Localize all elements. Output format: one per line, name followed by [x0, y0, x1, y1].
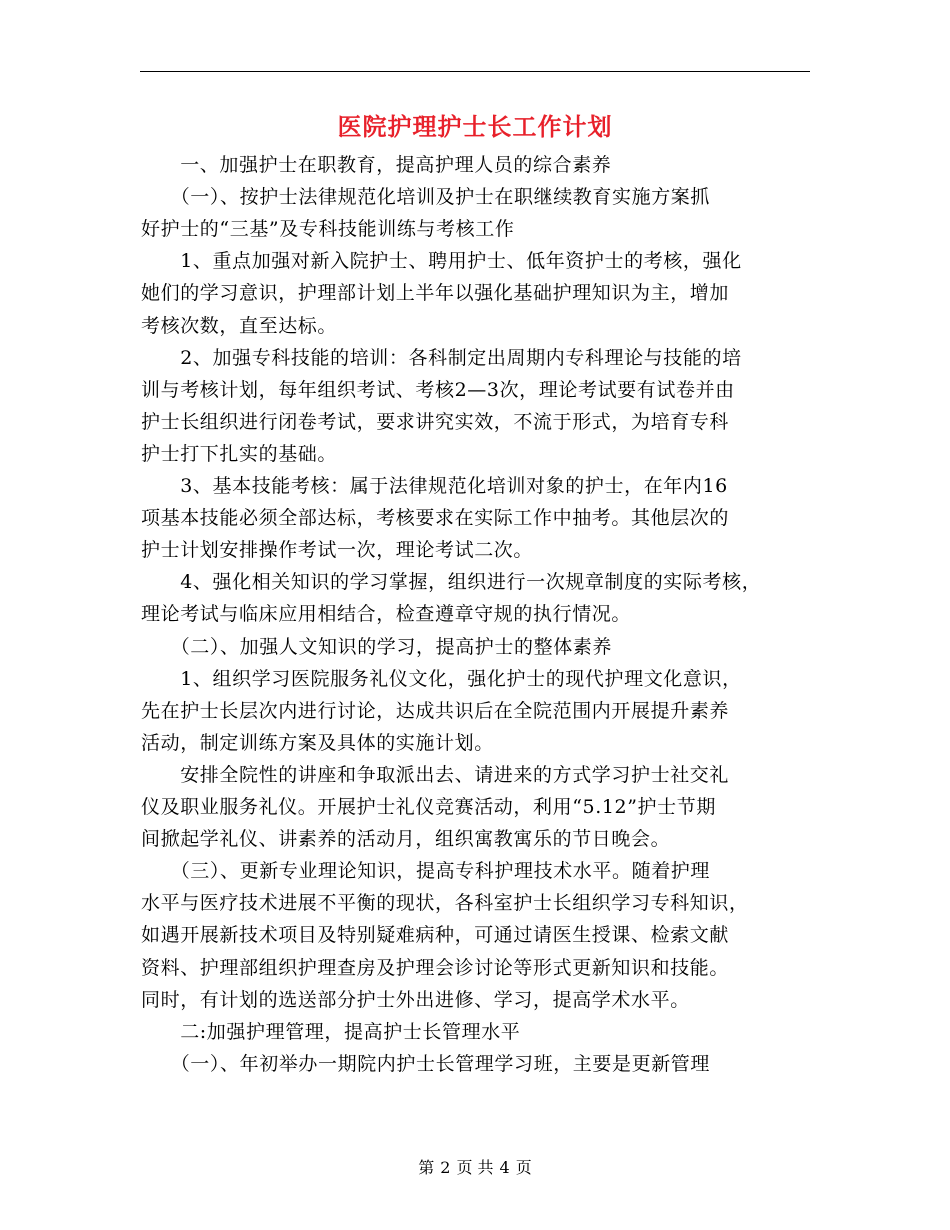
footer-total-pages: 4	[499, 1158, 510, 1177]
body-line: 先在护士长层次内进行讨论，达成共识后在全院范围内开展提升素养	[141, 699, 730, 722]
body-line: 间掀起学礼仪、讲素养的活动月，组织寓教寓乐的节日晚会。	[141, 828, 671, 851]
body-line: （一）、年初举办一期院内护士长管理学习班，主要是更新管理	[141, 1052, 711, 1075]
body-line: 水平与医疗技术进展不平衡的现状，各科室护士长组织学习专科知识，	[141, 892, 749, 915]
body-line: 活动，制定训练方案及具体的实施计划。	[141, 731, 494, 754]
body-line: 2、加强专科技能的培训：各科制定出周期内专科理论与技能的培	[141, 346, 742, 369]
body-line: （三）、更新专业理论知识，提高专科护理技术水平。随着护理	[141, 860, 711, 883]
document-title: 医院护理护士长工作计划	[337, 112, 613, 141]
body-line: 一、加强护士在职教育，提高护理人员的综合素养	[141, 154, 612, 176]
body-line: （一）、按护士法律规范化培训及护士在职继续教育实施方案抓	[141, 186, 711, 209]
footer-prefix: 第	[418, 1158, 435, 1177]
body-line: 1、组织学习医院服务礼仪文化，强化护士的现代护理文化意识，	[141, 667, 742, 690]
body-line: 如遇开展新技术项目及特别疑难病种，可通过请医生授课、检索文献	[141, 924, 730, 947]
body-line: 3、基本技能考核：属于法律规范化培训对象的护士，在年内16	[141, 475, 728, 497]
footer-suffix: 页	[515, 1158, 532, 1177]
body-line: 4、强化相关知识的学习掌握，组织进行一次规章制度的实际考核，	[141, 571, 762, 594]
body-line: 项基本技能必须全部达标，考核要求在实际工作中抽考。其他层次的	[141, 507, 730, 530]
body-line: 同时，有计划的选送部分护士外出进修、学习，提高学术水平。	[141, 988, 690, 1011]
footer-middle: 页 共	[456, 1158, 494, 1177]
body-line: 考核次数，直至达标。	[141, 314, 338, 337]
body-line: （二）、加强人文知识的学习，提高护士的整体素养	[141, 635, 613, 658]
body-line: 二:加强护理管理，提高护士长管理水平	[141, 1020, 521, 1043]
body-line: 资料、护理部组织护理查房及护理会诊讨论等形式更新知识和技能。	[141, 956, 730, 979]
header-rule	[140, 71, 810, 72]
body-line: 好护士的“三基”及专科技能训练与考核工作	[141, 218, 515, 241]
body-line: 仪及职业服务礼仪。开展护士礼仪竞赛活动，利用“5.12”护士节期	[141, 796, 716, 818]
body-line: 1、重点加强对新入院护士、聘用护士、低年资护士的考核，强化	[141, 250, 742, 273]
body-line: 训与考核计划，每年组织考试、考核2—3次，理论考试要有试卷并由	[141, 378, 735, 401]
body-line: 安排全院性的讲座和争取派出去、请进来的方式学习护士社交礼	[141, 763, 730, 786]
body-line: 护士打下扎实的基础。	[141, 442, 338, 465]
body-line: 护士长组织进行闭卷考试，要求讲究实效，不流于形式，为培育专科	[141, 410, 730, 433]
body-line: 护士计划安排操作考试一次，理论考试二次。	[141, 539, 534, 562]
footer-page-number: 2	[440, 1158, 451, 1177]
page-footer	[0, 1155, 950, 1178]
body-line: 她们的学习意识，护理部计划上半年以强化基础护理知识为主，增加	[141, 282, 730, 305]
body-line: 理论考试与临床应用相结合，检查遵章守规的执行情况。	[141, 603, 632, 626]
